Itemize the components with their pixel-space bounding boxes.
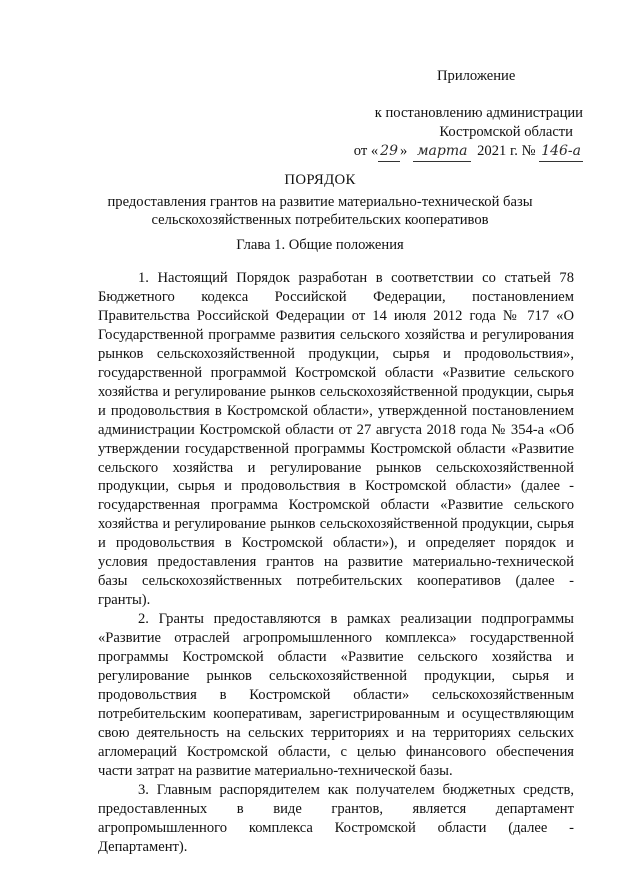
- date-prefix: от «: [353, 143, 379, 159]
- handwritten-day: 29: [378, 142, 400, 162]
- handwritten-document-number: 146-а: [539, 142, 583, 162]
- paragraph-3: 3. Главным распорядителем как получателем бюджетных средств, предоставленных в виде грантов, является департамент агропромышленного комплекса Костромской области (далее - Департамент).: [98, 781, 574, 855]
- document-title: ПОРЯДОК: [284, 172, 356, 188]
- document-body: [98, 269, 574, 857]
- date-number-line: [323, 142, 583, 162]
- resolution-reference: к постановлению администрации: [374, 105, 583, 121]
- document-subtitle: предоставления грантов на развитие материально-технической базы сельскохозяйственных потребительских кооперативов: [107, 194, 533, 228]
- paragraph-2: 2. Гранты предоставляются в рамках реализации подпрограммы «Развитие отраслей агропромышленного комплекса» государственной программы Костромской области «Развитие сельского хозяйства и регулирование рынков сельскохозяйственной продукции, сырья и продовольствия в Костромской области» сельскохозяйственным потребительским кооперативам, зарегистрированным и осуществляющим свою деятельность на сельских территориях и на территориях сельских агломераций Костромской области, с целью финансового обеспечения части затрат на развитие материально-технической базы.: [98, 611, 574, 779]
- date-year: 2021 г. №: [473, 143, 540, 159]
- region-name: Костромской области: [439, 124, 573, 140]
- handwritten-month: марта: [413, 142, 472, 162]
- approval-block: [323, 104, 583, 162]
- chapter-heading: Глава 1. Общие положения: [236, 237, 404, 253]
- date-separator: »: [399, 143, 411, 159]
- paragraph-1: 1. Настоящий Порядок разработан в соответствии со статьей 78 Бюджетного кодекса Российской Федерации, постановлением Правительства Российской Федерации от 14 июля 2012 года № 717 «О Государственной программе развития сельского хозяйства и регулирования рынков сельскохозяйственной продукции, сырья и продовольствия», государственной программой Костромской области «Развитие сельского хозяйства и регулирование рынков сельскохозяйственной продукции, сырья и продовольствия в Костромской области», утвержденной постановлением администрации Костромской области от 27 августа 2018 года № 354-а «Об утверждении государственной программы Костромской области «Развитие сельского хозяйства и регулирование рынков сельскохозяйственной продукции, сырья и продовольствия в Костромской области» (далее - государственная программа Костромской области «Развитие сельского хозяйства и регулирование рынков сельскохозяйственной продукции, сырья и продовольствия в Костромской области»), и определяет порядок и условия предоставления грантов на развитие материально-технической базы сельскохозяйственных потребительских кооперативов (далее - гранты).: [98, 270, 574, 609]
- appendix-title: Приложение: [437, 68, 516, 84]
